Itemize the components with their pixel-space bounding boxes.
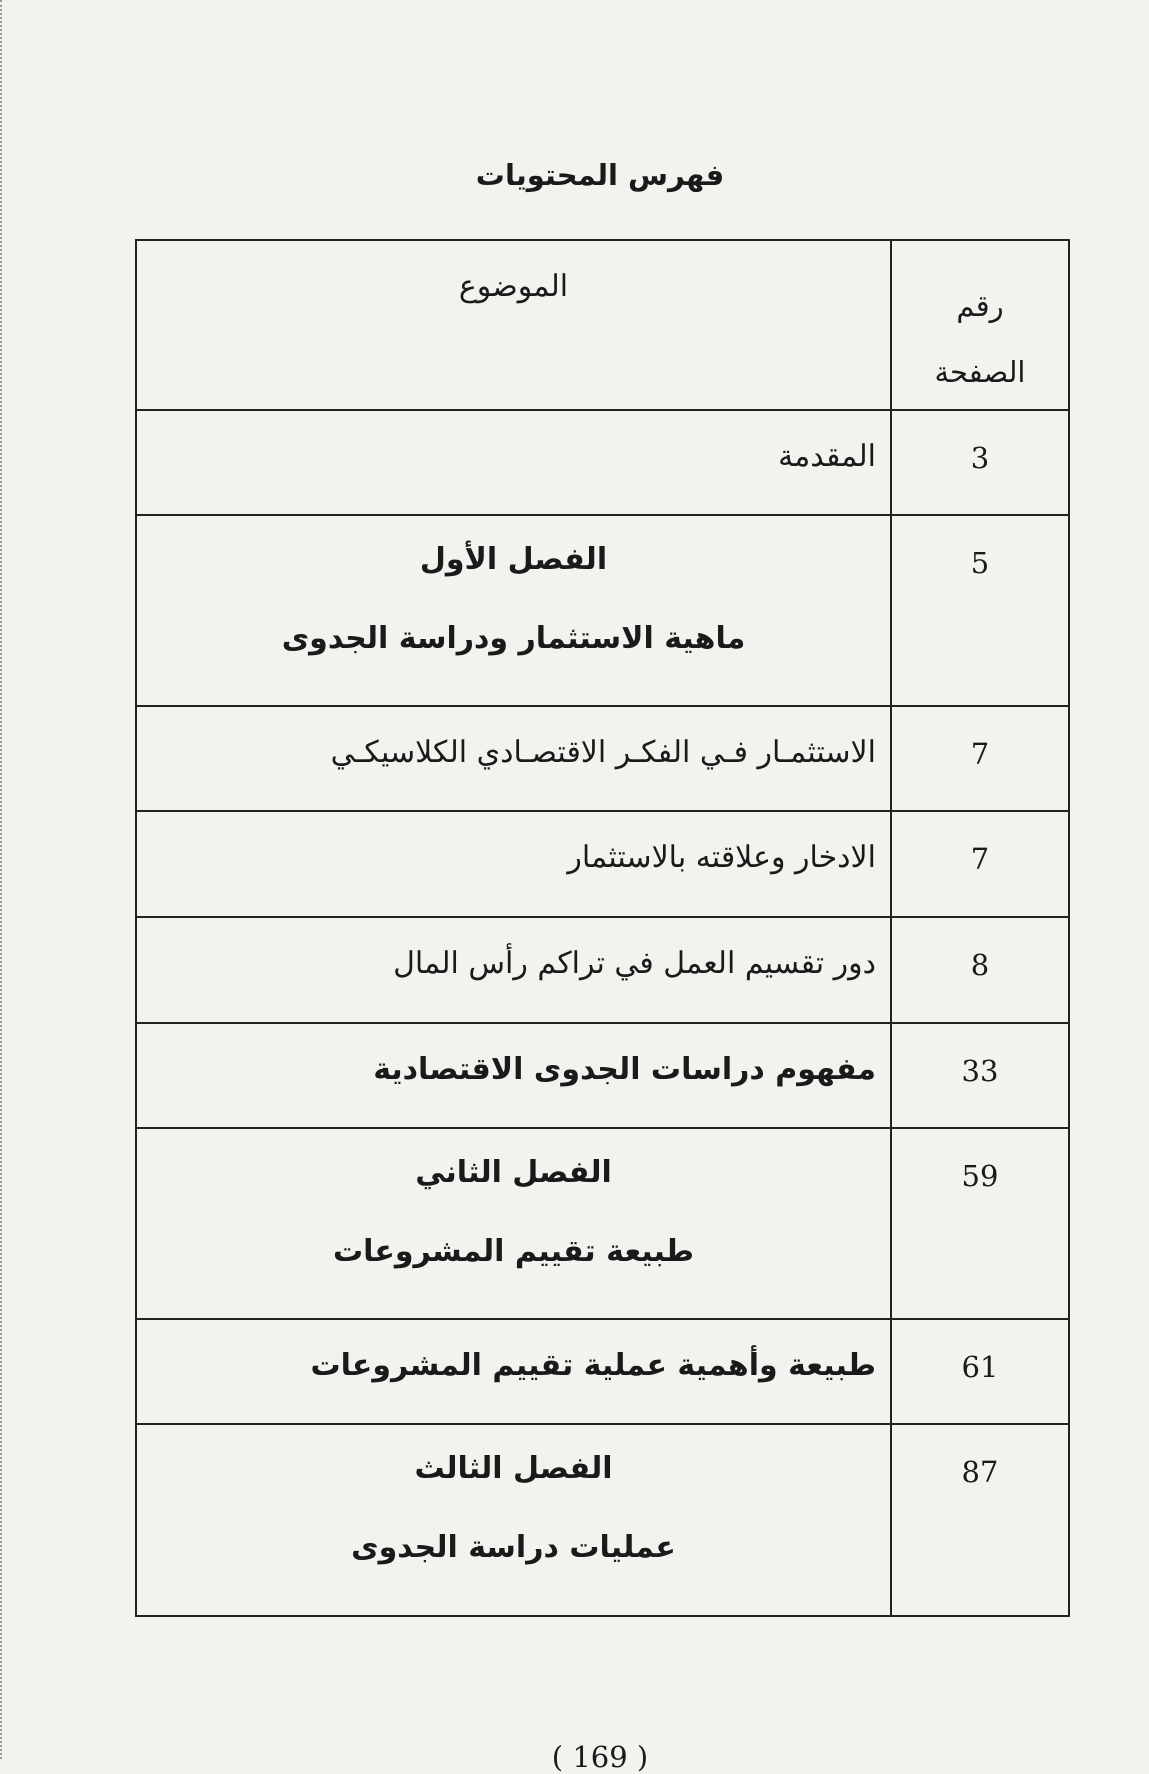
table-row (136, 1424, 1069, 1616)
table-row (136, 1319, 1069, 1424)
page-number: 7 (970, 842, 990, 876)
page-number: 3 (970, 441, 990, 475)
topic-cell (136, 410, 891, 515)
page-number: 7 (970, 737, 990, 771)
page-cell (891, 1319, 1069, 1424)
header-page-label-line1: رقم (956, 289, 1004, 323)
chapter-heading: الفصل الأول (419, 542, 608, 577)
chapter-subtitle: ماهية الاستثمار ودراسة الجدوى (281, 621, 746, 656)
topic-text: مفهوم دراسات الجدوى الاقتصادية (373, 1052, 876, 1087)
topic-cell (136, 1424, 891, 1616)
table-row (136, 410, 1069, 515)
chapter-heading: الفصل الثاني (415, 1155, 612, 1190)
chapter-subtitle: طبيعة تقييم المشروعات (332, 1234, 695, 1269)
topic-cell (136, 1023, 891, 1128)
page-cell (891, 811, 1069, 917)
topic-text: الادخار وعلاقته بالاستثمار (567, 840, 876, 875)
page-title: فهرس المحتويات (475, 158, 725, 192)
topic-cell (136, 917, 891, 1023)
page-number: 8 (970, 948, 990, 982)
page-cell (891, 917, 1069, 1023)
page-cell (891, 706, 1069, 811)
chapter-heading: الفصل الثالث (414, 1451, 613, 1486)
page-cell (891, 1424, 1069, 1616)
topic-cell (136, 1128, 891, 1319)
topic-cell (136, 1319, 891, 1424)
table-row (136, 1128, 1069, 1319)
page-cell (891, 515, 1069, 706)
header-page-cell (891, 240, 1069, 410)
table-row (136, 917, 1069, 1023)
topic-text: طبيعة وأهمية عملية تقييم المشروعات (310, 1348, 876, 1383)
page-number: 61 (961, 1350, 999, 1384)
header-page-label-line2: الصفحة (934, 355, 1026, 389)
header-topic-cell (136, 240, 891, 410)
topic-text: المقدمة (778, 439, 876, 474)
topic-cell (136, 706, 891, 811)
table-row (136, 706, 1069, 811)
page-cell (891, 410, 1069, 515)
table-row (136, 811, 1069, 917)
table-row (136, 1023, 1069, 1128)
page-number: 87 (961, 1455, 999, 1489)
contents-table (135, 239, 1070, 1617)
header-topic-label: الموضوع (458, 269, 569, 304)
chapter-subtitle: عمليات دراسة الجدوى (351, 1530, 676, 1565)
page-number-footer: ( 169 ) (551, 1740, 649, 1774)
page-number: 33 (961, 1054, 999, 1088)
page-cell (891, 1023, 1069, 1128)
table-row (136, 515, 1069, 706)
topic-text: دور تقسيم العمل في تراكم رأس المال (393, 946, 876, 981)
topic-cell (136, 811, 891, 917)
table-header-row (136, 240, 1069, 410)
page-cell (891, 1128, 1069, 1319)
page-edge (0, 0, 4, 1759)
topic-cell (136, 515, 891, 706)
page-number: 59 (961, 1159, 999, 1193)
page-number: 5 (970, 546, 990, 580)
topic-text: الاستثمـار فـي الفكـر الاقتصـادي الكلاسيكـي (330, 735, 876, 770)
